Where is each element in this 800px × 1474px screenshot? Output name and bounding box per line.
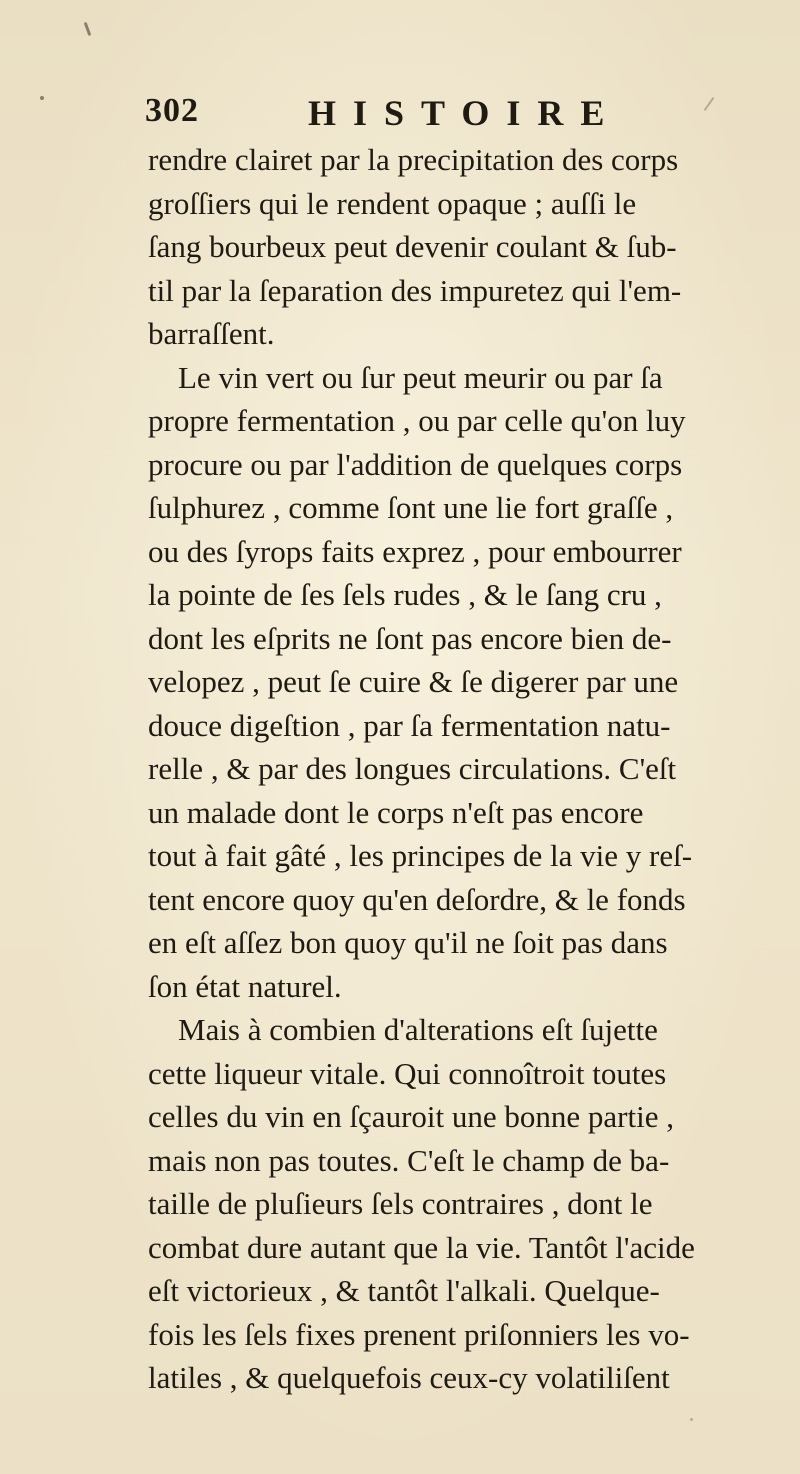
text-line: propre fermentation , ou par celle qu'on luy xyxy=(148,403,686,438)
body-text xyxy=(148,138,788,1400)
text-line: cette liqueur vitale. Qui connoîtroit toutes xyxy=(148,1055,667,1091)
text-line: ſulphurez , comme ſont une lie fort graſſe , xyxy=(148,490,674,525)
text-line: un malade dont le corps n'eſt pas encore xyxy=(148,794,644,830)
text-line: en eſt aſſez bon quoy qu'il ne ſoit pas dans xyxy=(148,925,668,960)
text-line: celles du vin en ſçauroit une bonne partie , xyxy=(148,1099,674,1134)
page-number: 302 xyxy=(145,92,199,129)
text-line: tent encore quoy qu'en deſordre, & le fonds xyxy=(148,881,686,917)
paper-speck xyxy=(690,1418,693,1421)
text-line: velopez , peut ſe cuire & ſe digerer par une xyxy=(148,664,679,699)
text-line: taille de pluſieurs ſels contraires , dont le xyxy=(148,1186,653,1221)
text-line: til par la ſeparation des impuretez qui l'em- xyxy=(148,272,682,308)
text-line: ou des ſyrops faits exprez , pour embourrer xyxy=(148,533,682,569)
text-line: combat dure autant que la vie. Tantôt l'acide xyxy=(148,1229,695,1265)
page-header xyxy=(145,92,665,138)
running-title: HISTOIRE xyxy=(308,93,622,133)
text-line: ſon état naturel. xyxy=(148,968,342,1004)
paper-speck xyxy=(84,22,92,36)
text-line: rendre clairet par la precipitation des corps xyxy=(148,142,679,177)
text-line: tout à fait gâté , les principes de la vie y reſ- xyxy=(148,838,693,873)
paper-speck xyxy=(704,97,715,111)
text-line: fois les ſels fixes prenent priſonniers les vo- xyxy=(148,1316,690,1352)
text-line: groſſiers qui le rendent opaque ; auſſi le xyxy=(148,185,637,221)
text-line: relle , & par des longues circulations. C'eſt xyxy=(148,751,677,786)
text-line: dont les eſprits ne ſont pas encore bien de- xyxy=(148,620,672,656)
paragraph-start-line: Le vin vert ou ſur peut meurir ou par ſa xyxy=(178,359,663,395)
text-line: procure ou par l'addition de quelques corps xyxy=(148,446,683,482)
paper-speck xyxy=(40,96,44,100)
text-line: barraſſent. xyxy=(148,316,275,351)
text-line: douce digeſtion , par ſa fermentation natu- xyxy=(148,707,671,743)
paragraph-start-line: Mais à combien d'alterations eſt ſujette xyxy=(178,1012,658,1047)
text-line: latiles , & quelquefois ceux-cy volatiliſent xyxy=(148,1360,670,1395)
text-line: ſang bourbeux peut devenir coulant & ſub- xyxy=(148,229,677,264)
text-line: la pointe de ſes ſels rudes , & le ſang cru , xyxy=(148,577,662,612)
text-line: eſt victorieux , & tantôt l'alkali. Quelque- xyxy=(148,1273,660,1308)
text-line: mais non pas toutes. C'eſt le champ de ba- xyxy=(148,1142,670,1178)
